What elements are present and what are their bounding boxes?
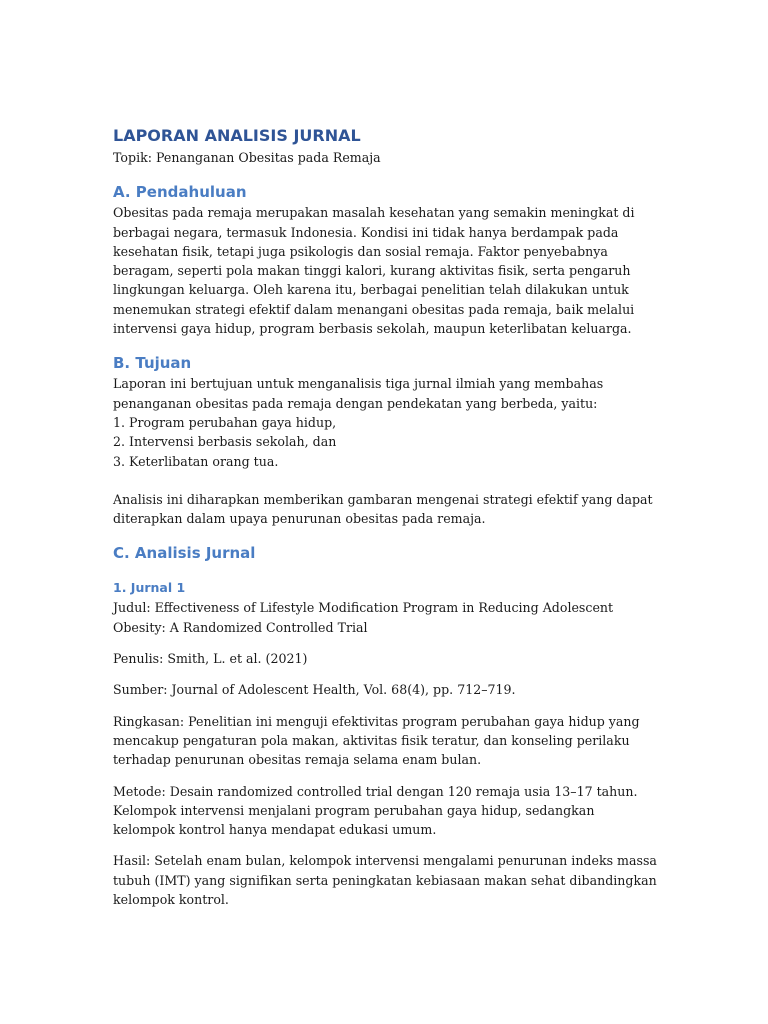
document-topic: Topik: Penanganan Obesitas pada Remaja [113, 150, 381, 165]
document-title: LAPORAN ANALISIS JURNAL [113, 126, 361, 145]
purpose-list-item: 3. Keterlibatan orang tua. [113, 453, 279, 469]
section-purpose-heading: B. Tujuan [113, 354, 192, 373]
journal1-title: Judul: Effectiveness of Lifestyle Modification Program in Reducing Adolescent Obesity: A Randomized Controlled Trial [113, 600, 614, 635]
purpose-list-item: 2. Intervensi berbasis sekolah, dan [113, 434, 337, 450]
journal1-author: Penulis: Smith, L. et al. (2021) [113, 651, 308, 667]
journal1-heading: 1. Jurnal 1 [113, 580, 186, 596]
journal1-source: Sumber: Journal of Adolescent Health, Vol. 68(4), pp. 712–719. [113, 682, 516, 698]
purpose-list [113, 413, 658, 471]
journal1-summary: Ringkasan: Penelitian ini menguji efektivitas program perubahan gaya hidup yang mencakup pengaturan pola makan, aktivitas fisik teratur, dan konseling perilaku terhadap penurunan obesitas remaja selama enam bulan. [113, 713, 640, 768]
purpose-list-item: 1. Program perubahan gaya hidup, [113, 414, 337, 430]
section-purpose-paragraph: Laporan ini bertujuan untuk menganalisis tiga jurnal ilmiah yang membahas penanganan obesitas pada remaja dengan pendekatan yang berbeda, yaitu: [113, 376, 604, 411]
section-intro-heading: A. Pendahuluan [113, 183, 247, 202]
section-purpose-closing: Analisis ini diharapkan memberikan gambaran mengenai strategi efektif yang dapat diterapkan dalam upaya penurunan obesitas pada remaja. [113, 491, 653, 527]
journal1-method: Metode: Desain randomized controlled trial dengan 120 remaja usia 13–17 tahun. Kelompok intervensi menjalani program perubahan gaya hidup, sedangkan kelompok kontrol hanya mendapat edukasi umum. [113, 783, 638, 838]
section-intro-paragraph: Obesitas pada remaja merupakan masalah kesehatan yang semakin meningkat di berbagai negara, termasuk Indonesia. Kondisi ini tidak hanya berdampak pada kesehatan fisik, tetapi juga psikologis dan sosial remaja. Faktor penyebabnya beragam, seperti pola makan tinggi kalori, kurang aktivitas fisik, serta pengaruh lingkungan keluarga. Oleh karena itu, berbagai penelitian telah dilakukan untuk menemukan strategi efektif dalam menangani obesitas pada remaja, baik melalui intervensi gaya hidup, program berbasis sekolah, maupun keterlibatan keluarga. [113, 205, 635, 337]
document-page [113, 124, 658, 909]
section-analysis-heading: C. Analisis Jurnal [113, 544, 256, 563]
journal1-result: Hasil: Setelah enam bulan, kelompok intervensi mengalami penurunan indeks massa tubuh (IMT) yang signifikan serta peningkatan kebiasaan makan sehat dibandingkan kelompok kontrol. [113, 853, 657, 908]
